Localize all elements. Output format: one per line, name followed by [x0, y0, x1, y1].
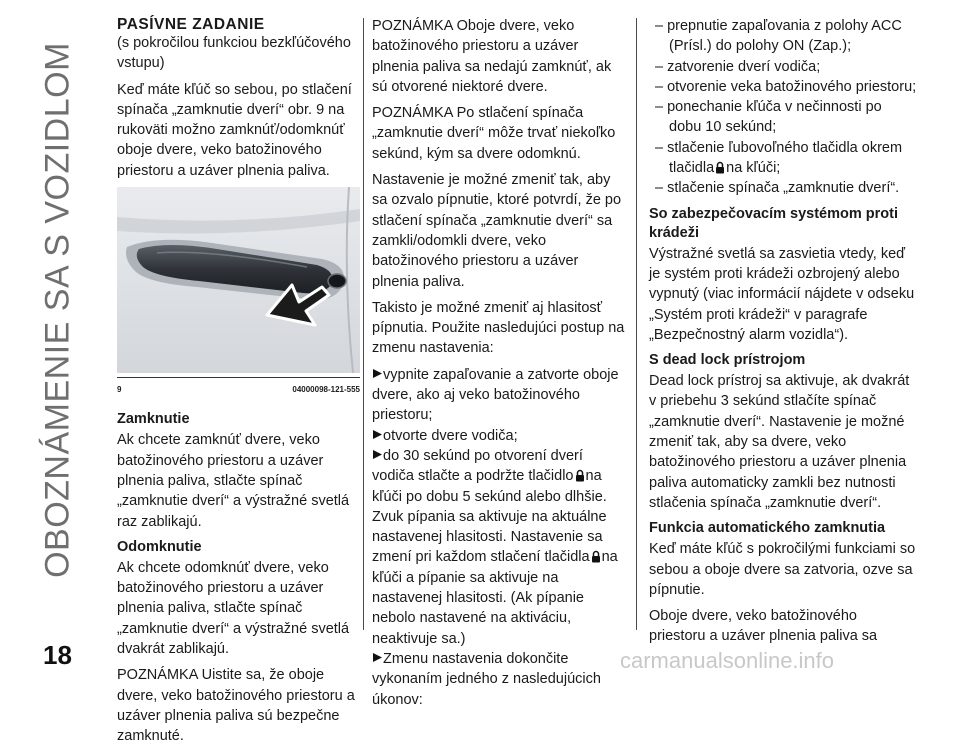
- subheading-auto-lock: Funkcia automatického zamknutia: [649, 520, 886, 537]
- dash-item: – stlačenie spínača „zamknutie dverí“.: [655, 180, 900, 197]
- note: POZNÁMKA Po stlačení spínača „zamknutie dverí“ môže trvať niekoľko sekúnd, kým sa dvere odomknú.: [372, 105, 616, 162]
- subheading-lock: Zamknutie: [117, 411, 190, 428]
- intro-text: (s pokročilou funkciou bezkľúčového vstupu): [117, 35, 351, 72]
- figure-code: 04000098-121-555: [292, 385, 360, 395]
- watermark: carmanualsonline.info: [620, 648, 835, 673]
- dash-item: – otvorenie veka batožinového priestoru;: [655, 78, 917, 95]
- lock-icon: [715, 161, 725, 174]
- step-item: Zmenu nastavenia dokončite vykonaním jedného z nasledujúcich úkonov:: [372, 650, 601, 708]
- column-1: [117, 16, 360, 753]
- subheading-unlock: Odomknutie: [117, 538, 202, 555]
- section-heading: PASÍVNE ZADANIE: [117, 16, 265, 33]
- dash-item: – stlačenie ľubovoľného tlačidla okrem tlačidla na kľúči;: [655, 139, 903, 177]
- subheading-deadlock: S dead lock prístrojom: [649, 352, 806, 369]
- side-section-title: OBOZNÁMENIE SA S VOZIDLOM: [38, 42, 77, 578]
- column-divider: [363, 18, 364, 630]
- paragraph: Nastavenie je možné zmeniť tak, aby sa ozvalo pípnutie, ktoré potvrdí, že po stlačení spínača „zamknutie dverí“ sa zamkli/odomkli dvere, veko batožinového priestoru a uzáver plnenia paliva.: [372, 172, 622, 290]
- paragraph: Oboje dvere, veko batožinového priestoru a uzáver plnenia paliva sa: [649, 608, 878, 645]
- dash-item: – prepnutie zapaľovania z polohy ACC (Prísl.) do polohy ON (Zap.);: [655, 18, 902, 55]
- figure-caption: [117, 377, 360, 400]
- paragraph: Ak chcete odomknúť dvere, veko batožinového priestoru a uzáver plnenia paliva, stlačte spínač „zamknutie dverí“ a výstražné svetlá dvakrát zablikajú.: [117, 559, 350, 658]
- note: POZNÁMKA Oboje dvere, veko batožinového priestoru a uzáver plnenia paliva sa nedajú zamknúť, ak sú otvorené niektoré dvere.: [372, 18, 612, 95]
- door-handle-figure: [117, 187, 360, 373]
- paragraph: Ak chcete zamknúť dvere, veko batožinového priestoru a uzáver plnenia paliva, stlačte spínač „zamknutie dverí“ a výstražné svetlá raz zablikajú.: [117, 432, 350, 530]
- paragraph: Keď máte kľúč s pokročilými funkciami so sebou a oboje dvere sa zatvoria, ozve sa pípnutie.: [649, 541, 916, 598]
- note: POZNÁMKA Uistite sa, že oboje dvere, veko batožinového priestoru a uzáver plnenia paliva sú bezpečne zamknuté.: [117, 667, 355, 745]
- triangle-bullet-icon: [372, 368, 383, 379]
- step-item: otvorte dvere vodiča;: [372, 426, 628, 446]
- page-number: 18: [43, 640, 72, 670]
- paragraph: Dead lock prístroj sa aktivuje, ak dvakrát v priebehu 3 sekúnd stlačíte spínač „zamknutie dverí“. Nastavenie je možné zmeniť tak, aby sa dvere, veko batožinového priestoru a uzáver plnenia paliva automaticky zamkli bez nutnosti stlačenia spínača „zamknutie dverí“.: [649, 373, 910, 511]
- column-3: [649, 16, 917, 653]
- figure-number: 9: [117, 385, 122, 395]
- dash-item: – zatvorenie dverí vodiča;: [655, 58, 821, 75]
- door-handle-illustration: [117, 187, 360, 373]
- lock-icon: [575, 469, 585, 482]
- lock-icon: [591, 550, 601, 563]
- dash-item: – ponechanie kľúča v nečinnosti po dobu 10 sekúnd;: [655, 99, 882, 136]
- column-divider: [636, 18, 637, 630]
- column-2: [372, 16, 628, 710]
- subheading-security: So zabezpečovacím systémom proti krádeži: [649, 205, 898, 241]
- triangle-bullet-icon: [372, 449, 383, 460]
- paragraph: Výstražné svetlá sa zasvietia vtedy, keď je systém proti krádeži ozbrojený alebo vypnutý (viac informácií nájdete v odseku „Systém proti krádeži“ v paragrafe „Bezpečnostný alarm vozidla“).: [649, 245, 915, 343]
- triangle-bullet-icon: [372, 652, 383, 663]
- step-item: vypnite zapaľovanie a zatvorte oboje dvere, ako aj veko batožinového priestoru;: [372, 366, 619, 424]
- paragraph: Keď máte kľúč so sebou, po stlačení spínača „zamknutie dverí“ obr. 9 na rukoväti možno zamknúť/odomknúť oboje dvere, veko batožinového priestoru a uzáver plnenia paliva.: [117, 81, 352, 179]
- paragraph: Takisto je možné zmeniť aj hlasitosť pípnutia. Použite nasledujúci postup na zmenu nastavenia:: [372, 299, 625, 357]
- step-item: do 30 sekúnd po otvorení dverí vodiča stlačte a podržte tlačidlo na kľúči po dobu 5 sekúnd alebo dlhšie. Zvuk pípania sa aktivuje na aktuálne nastavenej hlasitosti. Nastavenie sa zmení pri každom stlačení tlačidla na kľúči a pípanie sa aktivuje na nastavenej hlasitosti. (Ak pípanie nebolo nastavené na aktiváciu, neaktivuje sa.): [372, 447, 618, 647]
- triangle-bullet-icon: [372, 429, 383, 440]
